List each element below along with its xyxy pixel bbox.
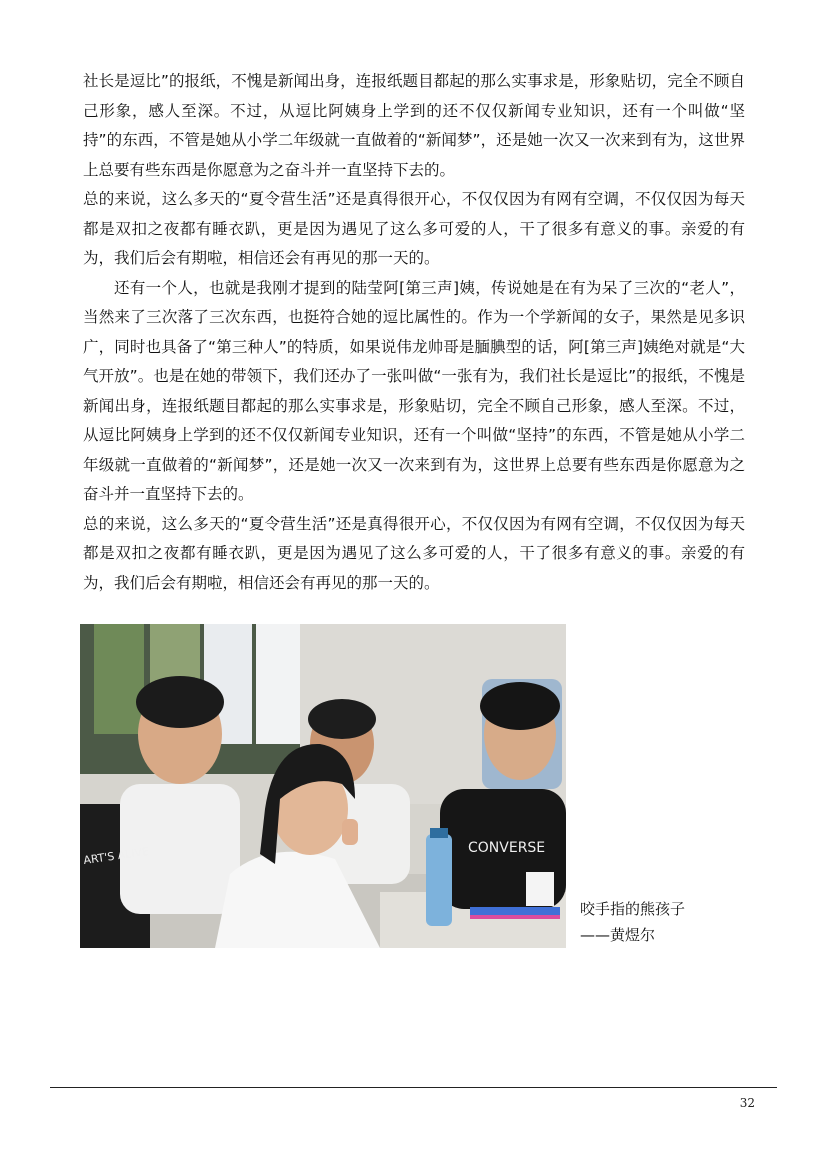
photo-caption	[580, 896, 685, 948]
shirt-text-converse: CONVERSE	[468, 840, 546, 856]
photo-illustration	[80, 624, 566, 948]
paragraph-4: 总的来说，这么多天的“夏令营生活”还是真得很开心，不仅仅因为有网有空调，不仅仅因为每天都是双扣之夜都有睡衣趴，更是因为遇见了这么多可爱的人，干了很多有意义的事。亲爱的有为，我们后会有期啦，相信还会有再见的那一天的。	[83, 514, 745, 592]
shirt-text-arts-alive: ART'S ALIVE	[82, 844, 150, 867]
paragraph-2: 总的来说，这么多天的“夏令营生活”还是真得很开心，不仅仅因为有网有空调，不仅仅因为每天都是双扣之夜都有睡衣趴，更是因为遇见了这么多可爱的人，干了很多有意义的事。亲爱的有为，我们后会有期啦，相信还会有再见的那一天的。	[83, 190, 745, 267]
footer-divider	[50, 1087, 777, 1088]
classroom-photo	[80, 624, 566, 948]
body-text	[83, 67, 745, 598]
caption-line-1: 咬手指的熊孩子	[580, 900, 686, 918]
paragraph-3: 还有一个人，也就是我刚才提到的陆莹阿[第三声]姨，传说她是在有为呆了三次的“老人”，当然来了三次落了三次东西，也挺符合她的逗比属性的。作为一个学新闻的女子，果然是见多识广，同时也具备了“第三种人”的特质，如果说伟龙帅哥是腼腆型的话，阿[第三声]姨绝对就是“大气开放”。也是在她的带领下，我们还办了一张叫做“一张有为，我们社长是逗比”的报纸，不愧是新闻出身，连报纸题目都起的那么实事求是，形象贴切，完全不顾自己形象，感人至深。不过，从逗比阿姨身上学到的还不仅仅新闻专业知识，还有一个叫做“坚持”的东西，不管是她从小学二年级就一直做着的“新闻梦”，还是她一次又一次来到有为，这世界上总要有些东西是你愿意为之奋斗并一直坚持下去的。	[83, 278, 745, 503]
paragraph-1: 社长是逗比”的报纸，不愧是新闻出身，连报纸题目都起的那么实事求是，形象贴切，完全不顾自己形象，感人至深。不过，从逗比阿姨身上学到的还不仅仅新闻专业知识，还有一个叫做“坚持”的东西，不管是她从小学二年级就一直做着的“新闻梦”，还是她一次又一次来到有为，这世界上总要有些东西是你愿意为之奋斗并一直坚持下去的。	[83, 72, 745, 179]
page-number: 32	[739, 1096, 755, 1110]
caption-line-2: ——黄煜尔	[580, 926, 656, 944]
